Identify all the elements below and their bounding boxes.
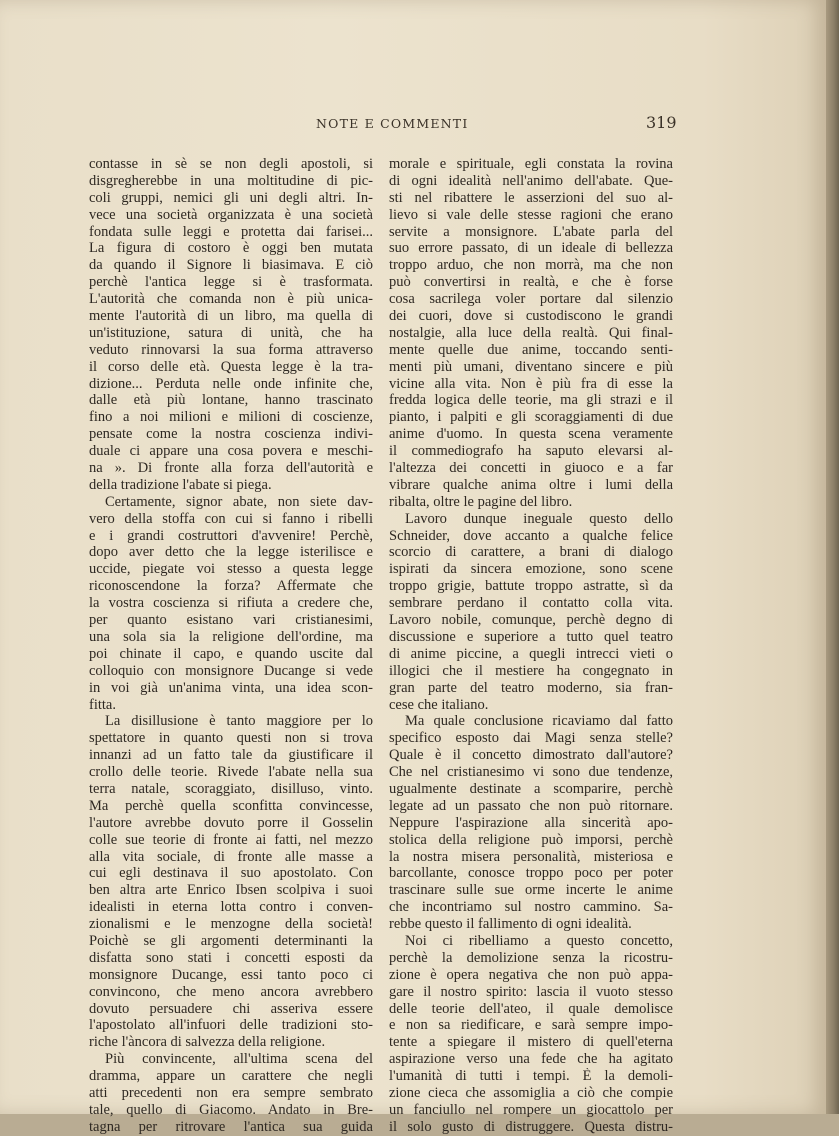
text-line: Schneider, dove accanto a qualche felice <box>389 527 673 544</box>
right-text-column <box>389 156 673 1136</box>
text-line: rebbe questo il fallimento di ogni idealità. <box>389 916 632 933</box>
text-line: Certamente, signor abate, non siete dav- <box>105 493 373 510</box>
text-line: anime d'uomo. In questa scena veramente <box>389 426 673 443</box>
text-line: per quanto esistano vari cristianesimi, <box>89 612 373 629</box>
text-line: l'autore avrebbe dovuto porre il Gosselin <box>89 814 373 831</box>
text-line: innanzi ad un fatto tale da giustificare il <box>89 747 373 764</box>
text-line: Più convincente, all'ultima scena del <box>105 1051 373 1068</box>
text-line: il corso delle età. Questa legge è la tra- <box>89 358 373 375</box>
text-line: colloquio con monsignore Ducange si vede <box>89 662 373 679</box>
text-line: veduto rinnovarsi la sua forma attraverso <box>89 341 373 358</box>
text-line: specifico esposto dai Magi senza stelle? <box>389 730 673 747</box>
page-number: 319 <box>646 113 677 132</box>
text-line: vicine alla vita. Non è più fra di esse la <box>389 375 673 392</box>
text-line: Che nel cristianesimo vi sono due tendenze, <box>389 764 673 781</box>
text-line: Ma perchè quella sconfitta convincesse, <box>89 797 373 814</box>
text-line: cosa sacrilega voler portare dal silenzio <box>389 291 673 308</box>
text-line: mente quelle due anime, toccando senti- <box>389 341 673 358</box>
text-line: vero della stoffa con cui si fanno i ribelli <box>89 510 373 527</box>
text-line: troppo arduo, che non morrà, ma che non <box>389 257 673 274</box>
text-line: un fanciullo nel rompere un giocattolo per <box>389 1101 673 1118</box>
text-line: di ogni idealità nell'animo dell'abate. Que- <box>389 172 673 189</box>
text-line: il commediografo ha saputo elevarsi al- <box>389 443 673 460</box>
text-line: scorcio di carattere, a brani di dialogo <box>389 544 673 561</box>
text-line: ispirati da sincera emozione, sono scene <box>389 561 673 578</box>
running-title: NOTE E COMMENTI <box>316 116 469 131</box>
text-line: dalle età più lontane, hanno trascinato <box>89 392 373 409</box>
text-line: Noi ci ribelliamo a questo concetto, <box>405 932 673 949</box>
text-line: morale e spirituale, egli constata la rovina <box>389 156 673 172</box>
text-line: perchè l'antica legge si è trasformata. <box>89 274 373 291</box>
text-line: cese che italiano. <box>389 696 489 713</box>
text-line: alla vita sociale, di fronte alle masse a <box>89 848 373 865</box>
text-line: cui egli destinava il suo apostolato. Con <box>89 865 373 882</box>
text-line: legate ad un passato che non può ritornare. <box>389 797 673 814</box>
text-line: lievo si vale delle stesse ragioni che erano <box>389 206 673 223</box>
text-line: una sola sia la religione dell'ordine, ma <box>89 628 373 645</box>
text-line: pianto, i palpiti e gli scoraggiamenti di due <box>389 409 673 426</box>
text-line: mente l'autorità di un libro, ma quella di <box>89 308 373 325</box>
text-line: vece una società organizzata è una società <box>89 206 373 223</box>
text-line: menti più umani, diventano sincere e più <box>389 358 673 375</box>
text-line: monsignore Ducange, essi tanto poco ci <box>89 966 373 983</box>
text-line: dopo aver detto che la legge isterilisce e <box>89 544 373 561</box>
text-line: dei cuori, dove si custodiscono le grandi <box>389 308 673 325</box>
text-line: tente a spiegare il mistero di quell'eterna <box>389 1034 673 1051</box>
text-line: suo errore passato, di un ideale di bellezza <box>389 240 673 257</box>
text-line: colle sue teorie di fronte ai fatti, nel mezzo <box>89 831 373 848</box>
text-line: pensate come la nostra coscienza indivi- <box>89 426 373 443</box>
text-line: na ». Di fronte alla forza dell'autorità e <box>89 460 373 477</box>
text-line: perchè la demolizione senza la ricostru- <box>389 949 673 966</box>
text-line: discussione e superiore a tutto quel teatro <box>389 628 673 645</box>
text-line: dizione... Perduta nelle onde infinite che, <box>89 375 373 392</box>
text-line: Poichè se gli argomenti determinanti la <box>89 932 373 949</box>
text-line: Lavoro nobile, comunque, perchè degno di <box>389 612 673 629</box>
text-line: nostalgie, alla luce della realtà. Qui final- <box>389 324 673 341</box>
text-line: zione è opera negativa che non può appa- <box>389 966 673 983</box>
text-line: sti nel ribattere le asserzioni del suo al- <box>389 189 673 206</box>
text-line: dramma, appare un carattere che negli <box>89 1068 373 1085</box>
text-line: tale, quello di Giacomo. Andato in Bre- <box>89 1101 373 1118</box>
text-line: fitta. <box>89 696 116 713</box>
text-line: riche l'àncora di salvezza della religione. <box>89 1034 326 1051</box>
text-line: e non sa riedificare, e sarà sempre impo- <box>389 1017 673 1034</box>
text-line: poi chinate il capo, e quando uscite dal <box>89 645 373 662</box>
text-line: Neppure l'aspirazione alla sincerità apo- <box>389 814 673 831</box>
text-line: la vostra coscienza si rifiuta a credere che, <box>89 595 373 612</box>
text-line: gare il nostro spirito: lascia il vuoto stesso <box>389 983 673 1000</box>
text-line: La disillusione è tanto maggiore per lo <box>105 713 373 730</box>
text-line: ribalta, oltre le pagine del libro. <box>389 493 573 510</box>
text-line: ugualmente destinate a scomparire, perchè <box>389 780 673 797</box>
text-line: La figura di costoro è oggi ben mutata <box>89 240 373 257</box>
text-line: uccide, piegate voi stesso a questa legge <box>89 561 373 578</box>
text-line: l'umanità di tutti i tempi. È la demoli- <box>389 1068 673 1085</box>
text-line: ben altra arte Enrico Ibsen scolpiva i suoi <box>89 882 373 899</box>
text-line: gran parte del teatro moderno, sia fran- <box>389 679 673 696</box>
text-line: della tradizione l'abate si piega. <box>89 476 272 493</box>
text-line: sembrare perdano il contatto colla vita. <box>389 595 673 612</box>
text-line: duale ci appare una cosa povera e meschi- <box>89 443 373 460</box>
text-line: terra natale, scoraggiato, disilluso, vinto. <box>89 780 373 797</box>
text-line: che incontriamo sul nostro cammino. Sa- <box>389 899 673 916</box>
text-line: contasse in sè se non degli apostoli, si <box>89 156 373 172</box>
text-line: fondata sulle leggi e protetta dai farisei... <box>89 223 373 240</box>
text-line: dovuto persuadere chi asseriva essere <box>89 1000 373 1017</box>
text-line: e i grandi costruttori d'avvenire! Perchè, <box>89 527 373 544</box>
text-line: la nostra misera personalità, misteriosa e <box>389 848 673 865</box>
text-line: disfatta sono stati i concetti esposti da <box>89 949 373 966</box>
text-line: zione cieca che assomiglia a ciò che compie <box>389 1084 673 1101</box>
text-line: riconoscendone la forza? Affermate che <box>89 578 373 595</box>
text-line: convincono, che meno ancora avrebbero <box>89 983 373 1000</box>
text-line: l'apostolato all'infuori delle tradizioni sto- <box>89 1017 373 1034</box>
text-line: illogici che il mestiere ha congegnato in <box>389 662 673 679</box>
text-line: Quale è il concetto dimostrato dall'autore? <box>389 747 673 764</box>
text-line: troppo grigie, battute troppo astratte, sì da <box>389 578 673 595</box>
text-line: fredda logica delle teorie, ma gli strazi e il <box>389 392 673 409</box>
text-line: da quando il Signore li biasimava. E ciò <box>89 257 373 274</box>
text-line: idealisti in eterna lotta contro i conven- <box>89 899 373 916</box>
text-line: stolica della religione può imporsi, perchè <box>389 831 673 848</box>
text-line: coli gruppi, nemici gli uni degli altri. In- <box>89 189 373 206</box>
text-line: barcollante, conosce troppo poco per poter <box>389 865 673 882</box>
page-edge <box>826 0 839 1114</box>
text-line: Lavoro dunque ineguale questo dello <box>405 510 673 527</box>
left-text-column <box>89 156 373 1136</box>
text-line: servite a monsignore. L'abate parla del <box>389 223 673 240</box>
text-line: crollo delle teorie. Rivede l'abate nella sua <box>89 764 373 781</box>
text-line: atti precedenti non era sempre sembrato <box>89 1084 373 1101</box>
text-line: vibrare qualche anima oltre i lumi della <box>389 476 673 493</box>
text-line: di anime piccine, a quegli intrecci vieti o <box>389 645 673 662</box>
text-line: fino a noi milioni e milioni di coscienze, <box>89 409 373 426</box>
text-line: un'istituzione, satura di unità, che ha <box>89 324 373 341</box>
text-line: spettatore in quanto questi non si trova <box>89 730 373 747</box>
text-line: può convertirsi in realtà, e che è forse <box>389 274 673 291</box>
text-line: disgregherebbe in una moltitudine di pic- <box>89 172 373 189</box>
text-line: zionalismi e le menzogne della società! <box>89 916 373 933</box>
text-line: in voi già un'anima vinta, una idea scon- <box>89 679 373 696</box>
text-line: trascinare sulle sue orme incerte le anime <box>389 882 673 899</box>
text-line: tagna per ritrovare l'antica sua guida <box>89 1118 373 1135</box>
text-line: il solo gusto di distruggere. Questa distru- <box>389 1118 673 1135</box>
text-line: L'autorità che comanda non è più unica- <box>89 291 373 308</box>
text-line: Ma quale conclusione ricaviamo dal fatto <box>405 713 673 730</box>
text-line: aspirazione verso una fede che ha agitato <box>389 1051 673 1068</box>
text-line: delle teorie dell'ateo, il quale demolisce <box>389 1000 673 1017</box>
text-line: l'altezza dei concetti in giuoco e a far <box>389 460 673 477</box>
